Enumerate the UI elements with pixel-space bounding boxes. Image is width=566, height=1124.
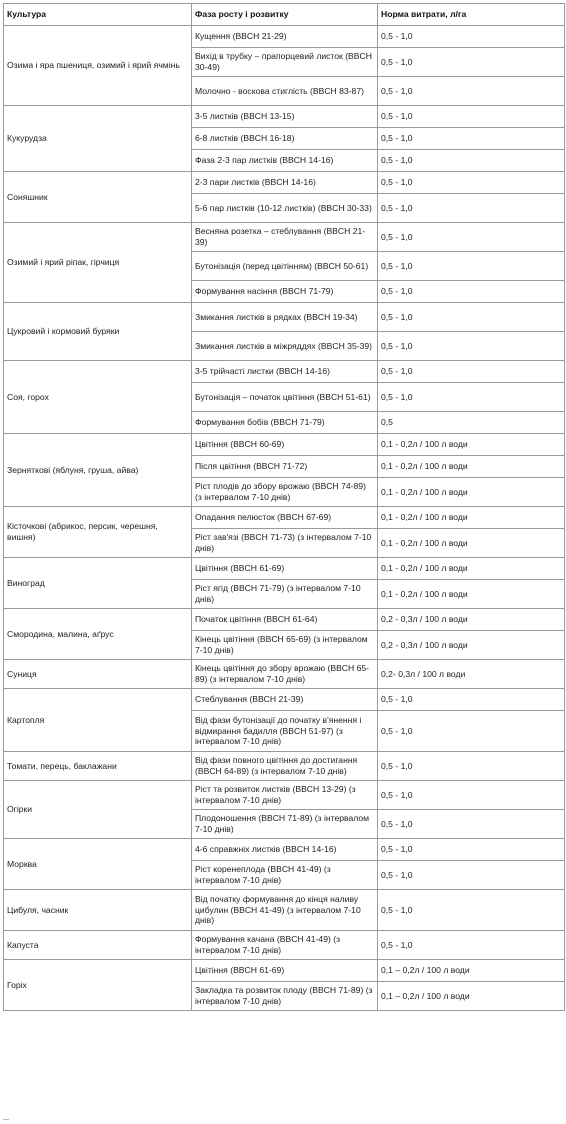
crop-cell: Капуста <box>4 931 192 960</box>
crop-cell: Огірки <box>4 781 192 839</box>
phase-cell: Ріст ягід (BBCH 71-79) (з інтервалом 7-10 днів) <box>192 580 378 609</box>
rate-cell: 0,5 - 1,0 <box>378 689 565 711</box>
phase-cell: Фаза 2-3 пар листків (BBCH 14-16) <box>192 150 378 172</box>
rate-cell: 0,5 - 1,0 <box>378 48 565 77</box>
phase-cell: 6-8 листків (BBCH 16-18) <box>192 128 378 150</box>
crop-cell: Цибуля, часник <box>4 890 192 931</box>
crop-cell: Кукурудза <box>4 106 192 172</box>
rate-cell: 0,5 - 1,0 <box>378 752 565 781</box>
rate-cell: 0,2 - 0,3л / 100 л води <box>378 609 565 631</box>
phase-cell: Від початку формування до кінця наливу цибулин (BBCH 41-49) (з інтервалом 7-10 днів) <box>192 890 378 931</box>
table-row <box>4 752 565 781</box>
rate-cell: 0,5 - 1,0 <box>378 150 565 172</box>
phase-cell: 5-6 пар листків (10-12 листків) (BBCH 30-33) <box>192 194 378 223</box>
phase-cell: Кінець цвітіння (BBCH 65-69) (з інтервалом 7-10 днів) <box>192 631 378 660</box>
table-row <box>4 660 565 689</box>
table-row <box>4 558 565 580</box>
phase-cell: Формування качана (BBCH 41-49) (з інтервалом 7-10 днів) <box>192 931 378 960</box>
rate-cell: 0,5 - 1,0 <box>378 252 565 281</box>
rate-cell: 0,1 - 0,2л / 100 л води <box>378 529 565 558</box>
crop-cell: Картопля <box>4 689 192 752</box>
phase-cell: Закладка та розвиток плоду (BBCH 71-89) (з інтервалом 7-10 днів) <box>192 982 378 1011</box>
phase-cell: Від фази повного цвітіння до достигання (BBCH 64-89) (з інтервалом 7-10 днів) <box>192 752 378 781</box>
phase-cell: Кущення (BBCH 21-29) <box>192 26 378 48</box>
crop-cell: Томати, перець, баклажани <box>4 752 192 781</box>
rate-cell: 0,1 – 0,2л / 100 л води <box>378 960 565 982</box>
crop-cell: Озимий і ярий ріпак, гірчиця <box>4 223 192 303</box>
crop-cell: Цукровий і кормовий буряки <box>4 303 192 361</box>
rate-cell: 0,5 - 1,0 <box>378 890 565 931</box>
rate-cell: 0,5 - 1,0 <box>378 172 565 194</box>
phase-cell: 3-5 листків (BBCH 13-15) <box>192 106 378 128</box>
table-row <box>4 223 565 252</box>
phase-cell: Змикання листків в рядках (BBCH 19-34) <box>192 303 378 332</box>
rate-cell: 0,5 - 1,0 <box>378 223 565 252</box>
phase-cell: Плодоношення (BBCH 71-89) (з інтервалом 7-10 днів) <box>192 810 378 839</box>
crop-cell: Горіх <box>4 960 192 1011</box>
rate-cell: 0,5 - 1,0 <box>378 383 565 412</box>
rate-cell: 0,5 - 1,0 <box>378 810 565 839</box>
rate-cell: 0,5 - 1,0 <box>378 781 565 810</box>
rate-cell: 0,5 - 1,0 <box>378 332 565 361</box>
phase-cell: Кінець цвітіння до збору врожаю (BBCH 65-89) (з інтервалом 7-10 днів) <box>192 660 378 689</box>
page-edge-mark <box>3 1119 9 1120</box>
phase-cell: Цвітіння (BBCH 61-69) <box>192 960 378 982</box>
rate-cell: 0,1 – 0,2л / 100 л води <box>378 982 565 1011</box>
crop-cell: Смородина, малина, аґрус <box>4 609 192 660</box>
table-row <box>4 960 565 982</box>
table-row <box>4 689 565 711</box>
phase-cell: Ріст зав'язі (BBCH 71-73) (з інтервалом 7-10 днів) <box>192 529 378 558</box>
rate-cell: 0,5 - 1,0 <box>378 931 565 960</box>
crop-cell: Озима і яра пшениця, озимий і ярий ячмінь <box>4 26 192 106</box>
phase-cell: Змикання листків в міжряддях (BBCH 35-39) <box>192 332 378 361</box>
phase-cell: Цвітіння (BBCH 60-69) <box>192 434 378 456</box>
phase-cell: 2-3 пари листків (BBCH 14-16) <box>192 172 378 194</box>
header-row <box>4 4 565 26</box>
phase-cell: Бутонізація (перед цвітінням) (BBCH 50-61) <box>192 252 378 281</box>
phase-cell: Опадання пелюсток (BBCH 67-69) <box>192 507 378 529</box>
rate-cell: 0,5 - 1,0 <box>378 303 565 332</box>
table-row <box>4 781 565 810</box>
rate-cell: 0,5 - 1,0 <box>378 861 565 890</box>
rate-cell: 0,5 - 1,0 <box>378 361 565 383</box>
phase-cell: Молочно - воскова стиглість (BBCH 83-87) <box>192 77 378 106</box>
rate-cell: 0,1 - 0,2л / 100 л води <box>378 580 565 609</box>
crop-cell: Виноград <box>4 558 192 609</box>
rate-cell: 0,5 - 1,0 <box>378 128 565 150</box>
rate-cell: 0,5 - 1,0 <box>378 194 565 223</box>
phase-cell: 3-5 трійчасті листки (BBCH 14-16) <box>192 361 378 383</box>
table-row <box>4 507 565 529</box>
phase-cell: Весняна розетка – стеблування (BBCH 21-39) <box>192 223 378 252</box>
table-row <box>4 303 565 332</box>
rate-cell: 0,2 - 0,3л / 100 л води <box>378 631 565 660</box>
phase-cell: Ріст плодів до збору врожаю (BBCH 74-89) (з інтервалом 7-10 днів) <box>192 478 378 507</box>
rate-cell: 0,1 - 0,2л / 100 л води <box>378 478 565 507</box>
application-rate-table <box>3 3 565 1011</box>
header-phase: Фаза росту і розвитку <box>192 4 378 26</box>
table-body <box>4 26 565 1011</box>
phase-cell: Цвітіння (BBCH 61-69) <box>192 558 378 580</box>
rate-cell: 0,5 - 1,0 <box>378 711 565 752</box>
crop-cell: Соя, горох <box>4 361 192 434</box>
phase-cell: Після цвітіння (BBCH 71-72) <box>192 456 378 478</box>
table-row <box>4 26 565 48</box>
crop-cell: Соняшник <box>4 172 192 223</box>
table-row <box>4 931 565 960</box>
crop-cell: Суниця <box>4 660 192 689</box>
phase-cell: Від фази бутонізації до початку в'янення і відмирання бадилля (BBCH 51-97) (з інтервалом 7-10 днів) <box>192 711 378 752</box>
rate-cell: 0,1 - 0,2л / 100 л води <box>378 558 565 580</box>
phase-cell: Формування бобів (BBCH 71-79) <box>192 412 378 434</box>
rate-cell: 0,1 - 0,2л / 100 л води <box>378 434 565 456</box>
table-row <box>4 890 565 931</box>
phase-cell: Стеблування (BBCH 21-39) <box>192 689 378 711</box>
phase-cell: 4-6 справжніх листків (BBCH 14-16) <box>192 839 378 861</box>
phase-cell: Бутонізація – початок цвітіння (BBCH 51-61) <box>192 383 378 412</box>
header-rate: Норма витрати, л/га <box>378 4 565 26</box>
header-crop: Культура <box>4 4 192 26</box>
phase-cell: Ріст коренеплода (BBCH 41-49) (з інтервалом 7-10 днів) <box>192 861 378 890</box>
rate-cell: 0,5 - 1,0 <box>378 77 565 106</box>
rate-cell: 0,2- 0,3л / 100 л води <box>378 660 565 689</box>
table-header <box>4 4 565 26</box>
phase-cell: Формування насіння (BBCH 71-79) <box>192 281 378 303</box>
rate-cell: 0,5 - 1,0 <box>378 839 565 861</box>
crop-cell: Морква <box>4 839 192 890</box>
crop-cell: Кісточкові (абрикос, персик, черешня, вишня) <box>4 507 192 558</box>
table-row <box>4 106 565 128</box>
phase-cell: Ріст та розвиток листків (BBCH 13-29) (з інтервалом 7-10 днів) <box>192 781 378 810</box>
table-row <box>4 361 565 383</box>
rate-cell: 0,5 - 1,0 <box>378 106 565 128</box>
phase-cell: Вихід в трубку – прапорцевий листок (BBCH 30-49) <box>192 48 378 77</box>
table-row <box>4 839 565 861</box>
rate-cell: 0,5 - 1,0 <box>378 281 565 303</box>
rate-cell: 0,5 <box>378 412 565 434</box>
table-row <box>4 434 565 456</box>
crop-cell: Зерняткові (яблуня, груша, айва) <box>4 434 192 507</box>
phase-cell: Початок цвітіння (BBCH 61-64) <box>192 609 378 631</box>
rate-cell: 0,5 - 1,0 <box>378 26 565 48</box>
rate-cell: 0,1 - 0,2л / 100 л води <box>378 507 565 529</box>
table-row <box>4 172 565 194</box>
table-row <box>4 609 565 631</box>
rate-cell: 0,1 - 0,2л / 100 л води <box>378 456 565 478</box>
